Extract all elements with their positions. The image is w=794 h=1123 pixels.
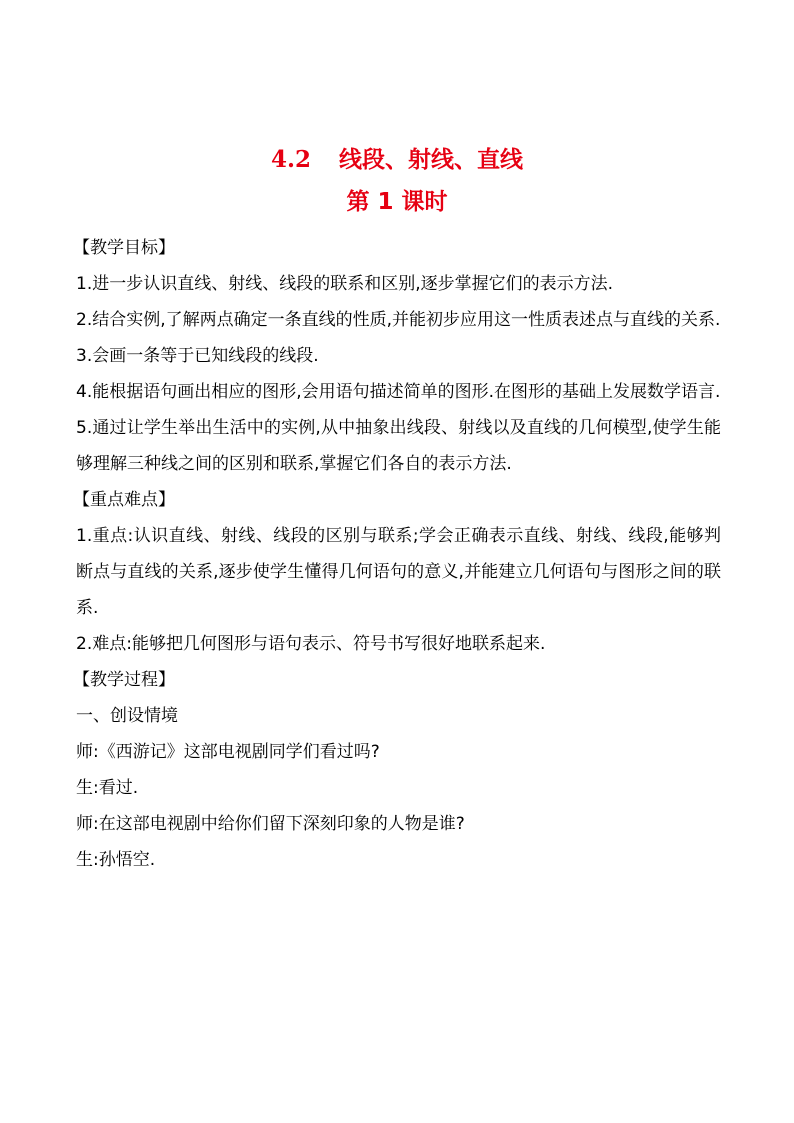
- heading-key-points: 【重点难点】: [73, 490, 175, 510]
- goal-item-5: 5.通过让学生举出生活中的实例,从中抽象出线段、射线以及直线的几何模型,使学生能够理解三种线之间的区别和联系,掌握它们各自的表示方法.: [76, 418, 721, 474]
- section-title-text: 线段、射线、直线: [339, 147, 523, 173]
- key-point-2: 2.难点:能够把几何图形与语句表示、符号书写很好地联系起来.: [76, 634, 546, 654]
- section-number: 4.2: [270, 146, 311, 173]
- dialogue-line-2: 生:看过.: [76, 778, 139, 798]
- dialogue-line-3: 师:在这部电视剧中给你们留下深刻印象的人物是谁?: [76, 814, 465, 834]
- key-point-1: 1.重点:认识直线、射线、线段的区别与联系;学会正确表示直线、射线、线段,能够判断点与直线的关系,逐步使学生懂得几何语句的意义,并能建立几何语句与图形之间的联系.: [76, 526, 721, 618]
- goal-item-3: 3.会画一条等于已知线段的线段.: [76, 346, 319, 366]
- subheading-scenario: 一、创设情境: [76, 706, 178, 726]
- document-body: [73, 230, 721, 878]
- goal-item-4: 4.能根据语句画出相应的图形,会用语句描述简单的图形.在图形的基础上发展数学语言.: [76, 382, 721, 402]
- dialogue-line-4: 生:孙悟空.: [76, 850, 156, 870]
- goal-item-2: 2.结合实例,了解两点确定一条直线的性质,并能初步应用这一性质表述点与直线的关系.: [76, 310, 721, 330]
- heading-teaching-goals: 【教学目标】: [73, 238, 175, 258]
- goal-item-1: 1.进一步认识直线、射线、线段的联系和区别,逐步掌握它们的表示方法.: [76, 274, 614, 294]
- section-title: [0, 144, 794, 176]
- dialogue-line-1: 师:《西游记》这部电视剧同学们看过吗?: [76, 742, 380, 762]
- lesson-title: 第 1 课时: [346, 189, 448, 215]
- heading-teaching-process: 【教学过程】: [73, 670, 175, 690]
